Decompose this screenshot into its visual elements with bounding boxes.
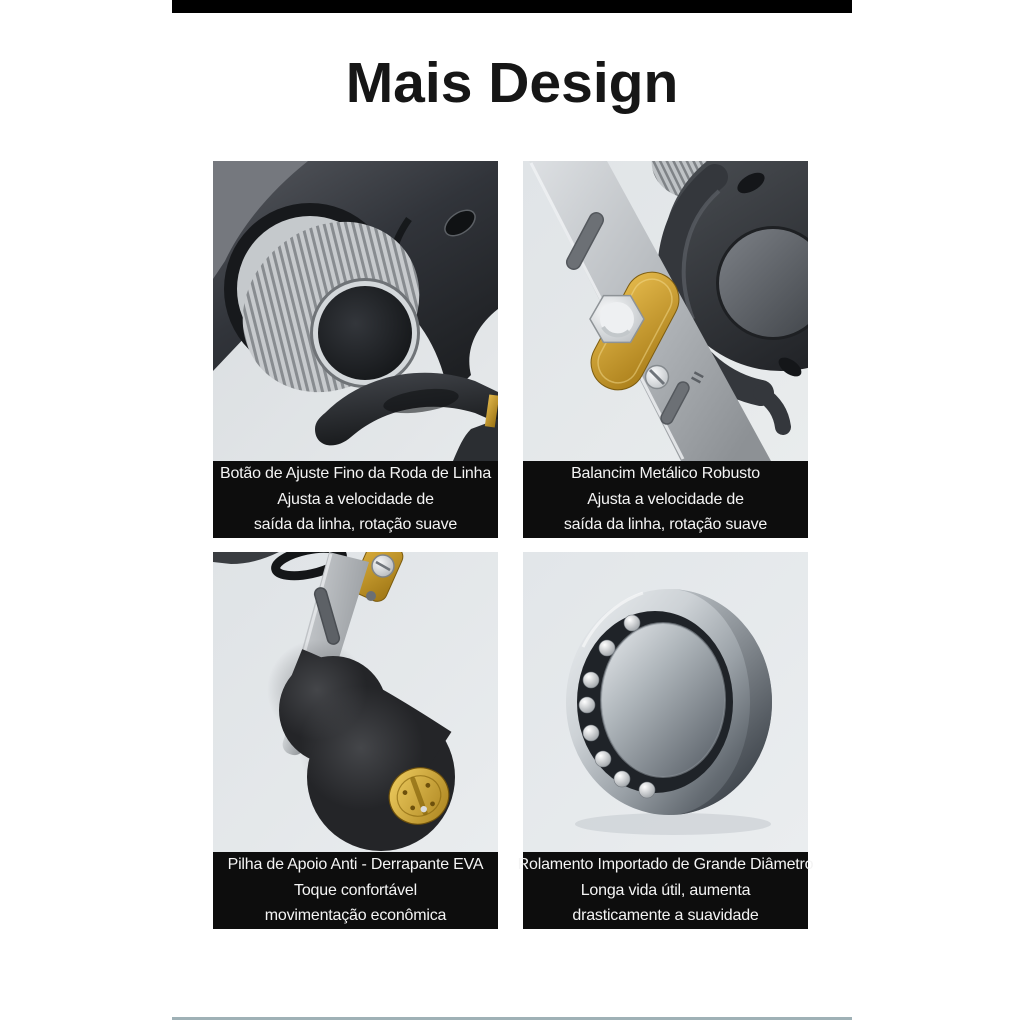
bearing-caption	[517, 852, 814, 929]
caption-line: drasticamente a suavidade	[572, 907, 759, 925]
tension-knob-photo	[213, 161, 498, 461]
bottom-rule	[172, 1017, 852, 1020]
caption-line: Toque confortável	[294, 881, 417, 899]
bearing-photo	[523, 552, 808, 852]
feature-panel-metal-rocker	[523, 161, 808, 538]
caption-line: Longa vida útil, aumenta	[580, 881, 751, 899]
caption-line: saída da linha, rotação suave	[253, 516, 458, 534]
feature-grid	[213, 161, 814, 929]
caption-line: Ajusta a velocidade de	[277, 490, 434, 508]
caption-line: Rolamento Importado de Grande Diâmetro	[517, 856, 814, 874]
reel-features-infographic	[172, 0, 852, 1024]
caption-line: saída da linha, rotação suave	[563, 516, 768, 534]
metal-rocker-caption	[523, 461, 808, 538]
feature-panel-bearing	[517, 552, 814, 929]
caption-line: movimentação econômica	[264, 907, 447, 925]
feature-panel-eva-knob	[213, 552, 498, 929]
eva-knob-caption	[213, 852, 498, 929]
caption-line: Botão de Ajuste Fino da Roda de Linha	[219, 465, 492, 483]
tension-knob-caption	[213, 461, 498, 538]
caption-line: Balancim Metálico Robusto	[571, 465, 760, 483]
caption-line: Ajusta a velocidade de	[587, 490, 744, 508]
feature-panel-tension-knob	[213, 161, 498, 538]
top-letterbox-bar	[172, 0, 852, 13]
metal-rocker-photo	[523, 161, 808, 461]
eva-knob-photo	[213, 552, 498, 852]
caption-line: Pilha de Apoio Anti - Derrapante EVA	[227, 856, 484, 874]
page-title: Mais Design	[345, 51, 679, 115]
